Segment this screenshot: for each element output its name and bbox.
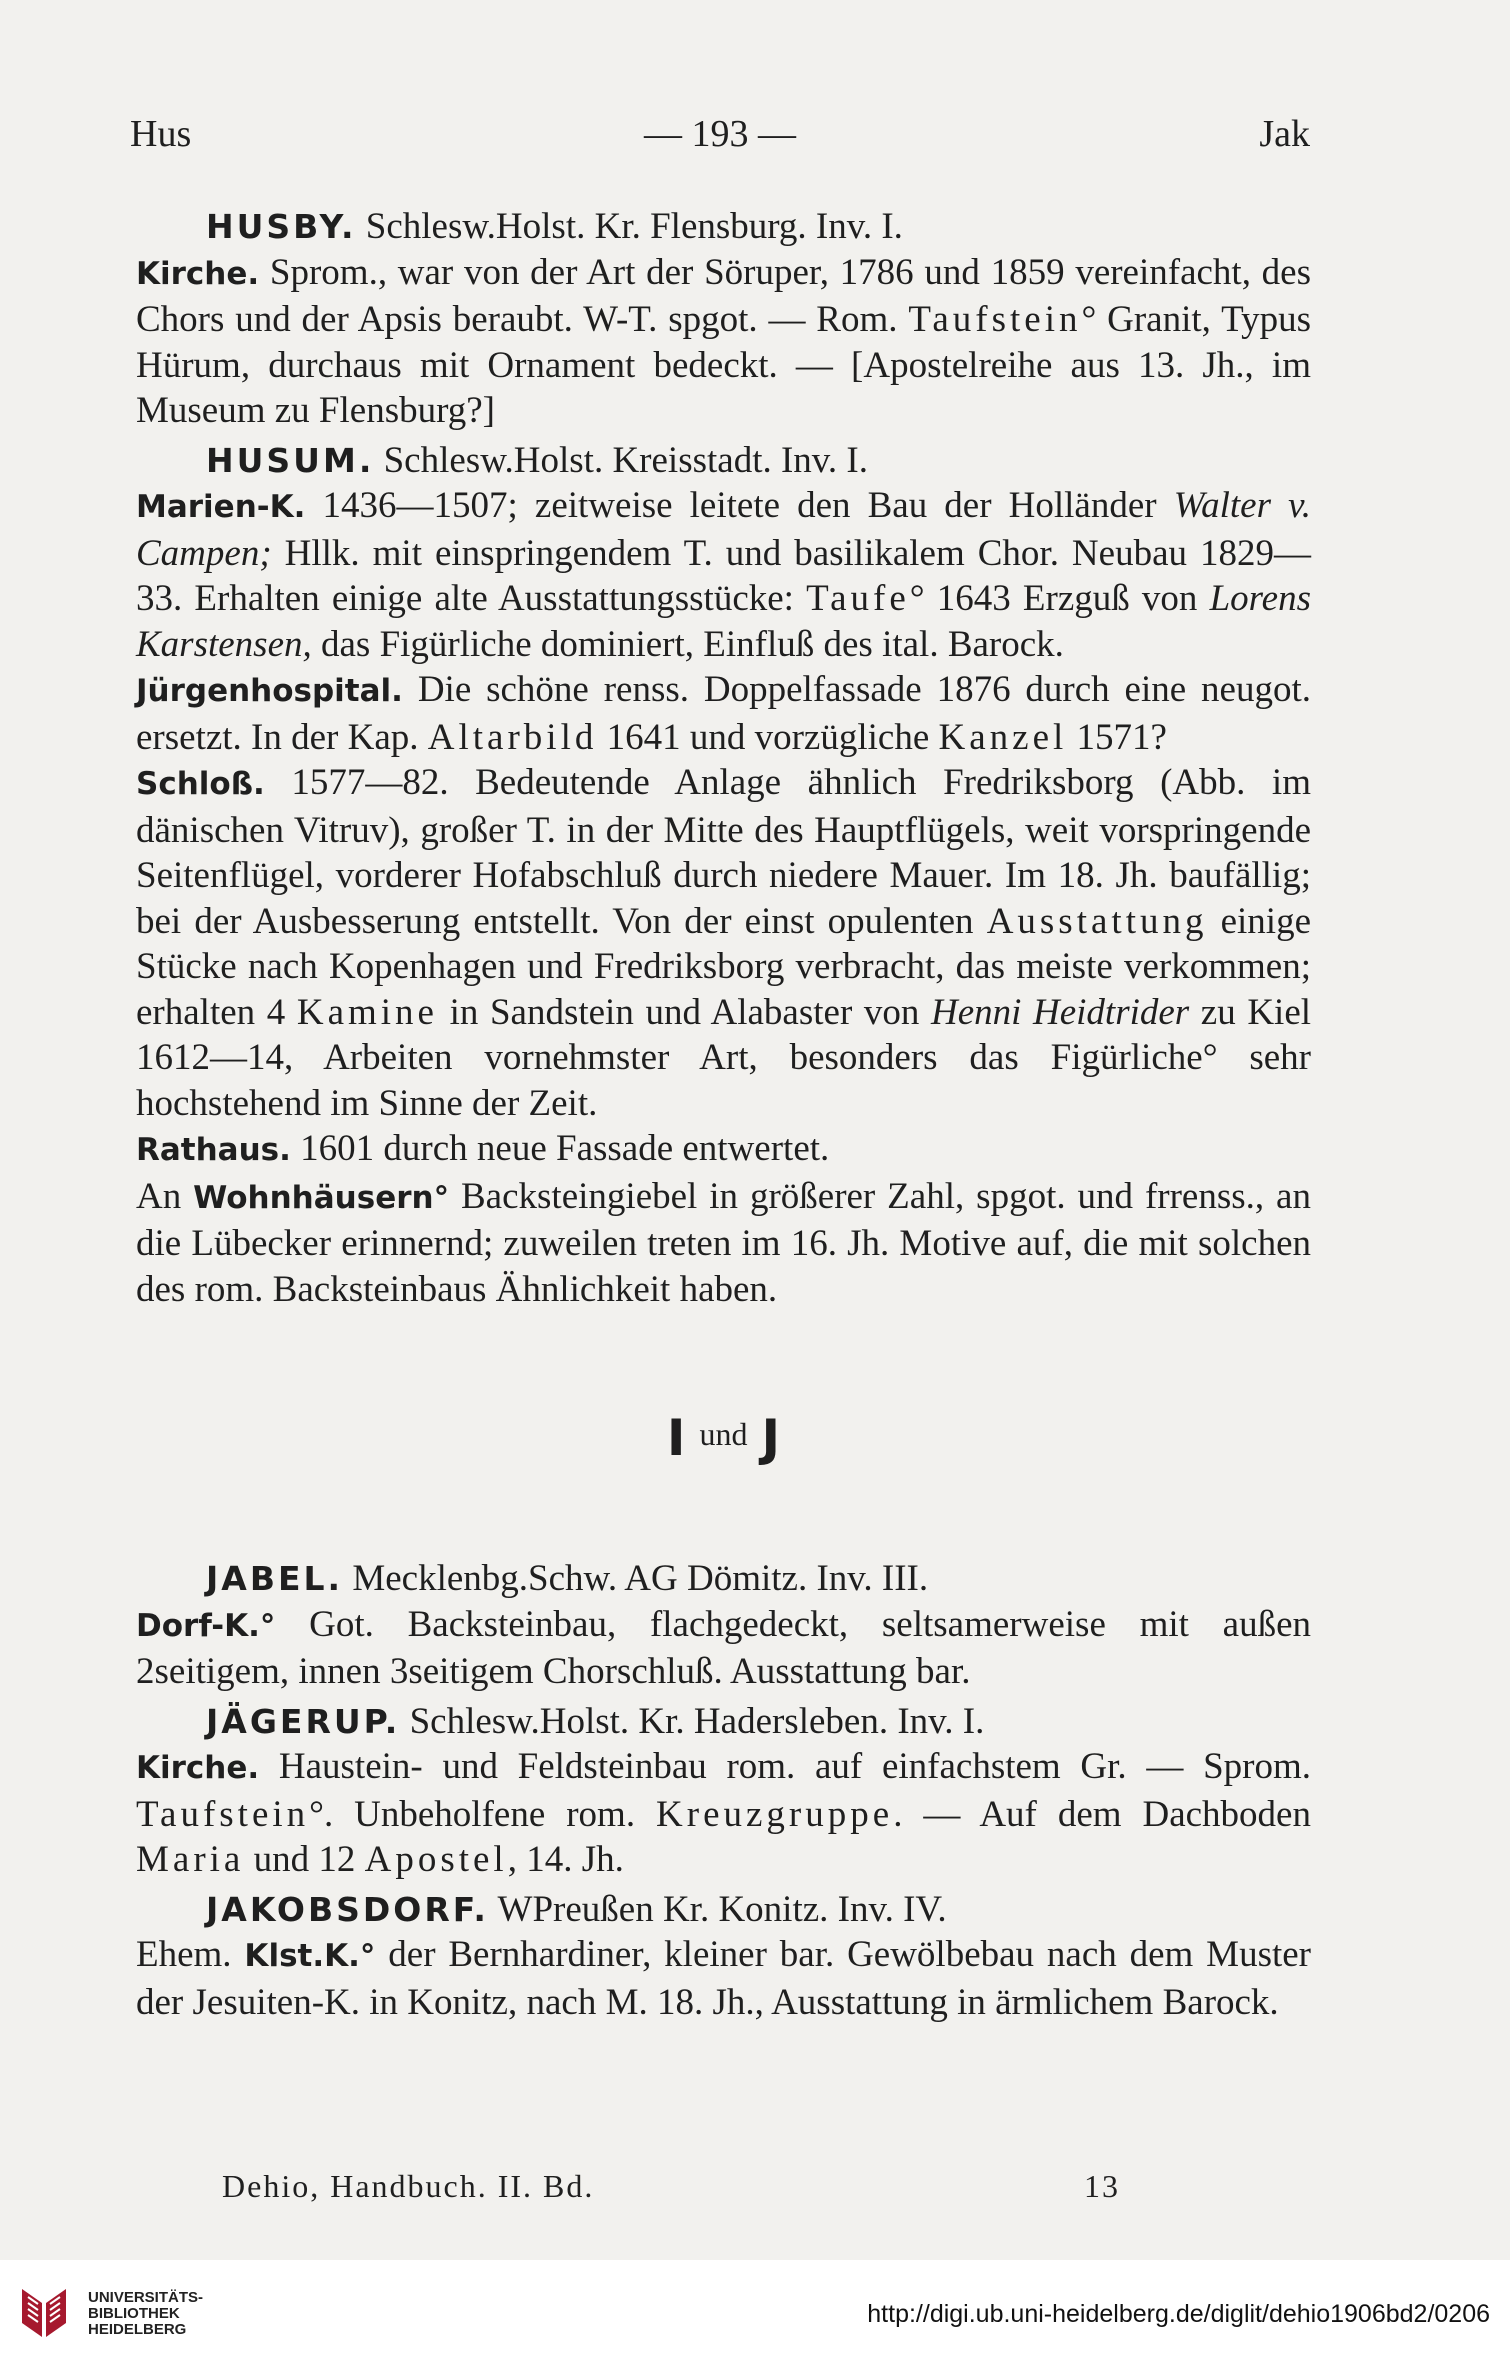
text-run: 1577—82. Bedeutende Anlage ähnlich Fredriksborg (Abb. im dänischen Vitruv), großer T. in der Mitte des Hauptflügels, weit vorspringende Seitenflügel, vorderer Hofabschluß durch niedere Mauer. Im 18. Jh. baufällig; bei der Ausbesserung entstellt. Von der einst opulenten	[136, 762, 1311, 942]
entry-paragraph	[136, 1126, 1311, 1174]
building-label: Marien-K.	[136, 489, 306, 525]
text-run: Got. Backsteinbau, flachgedeckt, seltsamerweise mit außen 2seitigem, innen 3seitigem Chorschluß. Ausstattung bar.	[136, 1603, 1311, 1692]
place-name: HUSBY.	[206, 207, 357, 246]
text-run: 1601 durch neue Fassade entwertet.	[290, 1128, 830, 1169]
running-head-right: Jak	[1259, 113, 1310, 155]
text-run: Backsteingiebel in größerer Zahl, spgot. und frrenss., an die Lübecker erinnernd; zuweilen treten im 16. Jh. Motive auf, die mit solchen des rom. Backsteinbaus Ähnlichkeit haben.	[136, 1175, 1311, 1310]
place-info: Schlesw.Holst. Kr. Hadersleben. Inv. I.	[400, 1700, 985, 1742]
place-info: WPreußen Kr. Konitz. Inv. IV.	[488, 1888, 947, 1930]
spaced-term: Kamine	[296, 991, 438, 1033]
spaced-term: Kanzel	[938, 716, 1068, 758]
library-name-line: UNIVERSITÄTS-	[88, 2289, 204, 2306]
text-run: Ehem.	[136, 1934, 245, 1975]
building-label: Schloß.	[136, 766, 265, 802]
place-info: Mecklenbg.Schw. AG Dömitz. Inv. III.	[343, 1558, 929, 1599]
running-head	[130, 112, 1310, 162]
entry-heading-jabel	[136, 1556, 1311, 1602]
spaced-term: Altarbild	[427, 716, 598, 758]
text-run: der Bernhardiner, kleiner bar. Gewölbebau nach dem Muster der Jesuiten-K. in Konitz, nach M. 18. Jh., Ausstattung in ärmlichem Barock.	[136, 1934, 1311, 2023]
text-run: ° Granit, Typus Hürum, durchaus mit Ornament bedeckt. — [Apostelreihe aus 13. Jh., im Museum zu Flensburg?]	[136, 299, 1311, 431]
spaced-term: Taufstein	[136, 1793, 310, 1835]
entry-heading-husby	[136, 204, 1311, 250]
place-name: JABEL.	[206, 1559, 344, 1598]
text-run: 1571?	[1067, 716, 1167, 758]
running-head-left: Hus	[130, 113, 192, 155]
text-run: Haustein- und Feldsteinbau rom. auf einfachstem Gr. — Sprom.	[259, 1746, 1311, 1787]
text-run: ° 1643 Erzguß von	[909, 578, 1210, 619]
entry-paragraph	[136, 1932, 1311, 2025]
section-letter-i: I	[666, 1409, 686, 1467]
text-run: einige Stücke nach Kopenhagen und Fredriksborg verbracht, das meiste verkommen; erhalten 4	[136, 900, 1311, 1033]
text-run: Hllk. mit einspringendem T. und basilikalem Chor. Neubau 1829—33. Erhalten einige alte Ausstattungsstücke:	[136, 532, 1311, 619]
building-label: Wohnhäusern°	[193, 1179, 450, 1216]
artist-name: Lorens Karstensen,	[136, 578, 1311, 665]
text-run: 1436—1507; zeitweise leitete den Bau der Holländer	[305, 485, 1174, 526]
section-und: und	[699, 1416, 748, 1452]
library-name-line: HEIDELBERG	[88, 2321, 187, 2338]
entry-heading-jaegerup	[136, 1699, 1311, 1745]
text-run: 1641 und vorzügliche	[597, 716, 939, 758]
page-number: — 193 —	[644, 113, 796, 155]
building-label: Jürgenhospital.	[136, 673, 403, 709]
building-label: Dorf-K.°	[136, 1607, 276, 1644]
entry-paragraph	[136, 760, 1311, 1126]
text-run: Sprom., war von der Art der Söruper, 1786 und 1859 vereinfacht, des Chors und der Apsis beraubt. W-T. spgot. — Rom.	[136, 251, 1311, 340]
spaced-term: Taufe	[806, 578, 910, 619]
spaced-term: Taufstein	[908, 299, 1082, 340]
building-label: Kirche.	[136, 255, 260, 292]
artist-name: Henni Heidtrider	[930, 991, 1190, 1033]
text-run: zu Kiel 1612—14, Arbeiten vornehmster Art, besonders das Figürliche° sehr hochstehend im Sinne der Zeit.	[136, 991, 1312, 1124]
text-run: in Sandstein und Alabaster von	[437, 991, 931, 1033]
text-run: °. Unbeholfene rom.	[309, 1793, 657, 1835]
place-name: JÄGERUP.	[206, 1701, 401, 1741]
text-run: , 14. Jh.	[507, 1839, 624, 1880]
permalink-url[interactable]: http://digi.ub.uni-heidelberg.de/diglit/dehio1906bd2/0206	[867, 2300, 1490, 2328]
spaced-term: Ausstattung	[986, 900, 1208, 942]
entry-paragraph	[136, 1174, 1311, 1313]
building-label: Rathaus.	[136, 1132, 291, 1168]
text-run: Die schöne renss. Doppelfassade 1876 durch eine neugot. ersetzt. In der Kap.	[136, 669, 1311, 758]
place-name: JAKOBSDORF.	[206, 1889, 489, 1929]
book-signature: Dehio, Handbuch. II. Bd.	[222, 2168, 595, 2204]
body-text	[136, 200, 1311, 2025]
section-title	[136, 1404, 1311, 1474]
section-letter-j: J	[761, 1409, 781, 1467]
entry-paragraph	[136, 1744, 1311, 1883]
entry-paragraph	[136, 667, 1311, 760]
entry-heading-jakobsdorf	[136, 1887, 1311, 1933]
spaced-term: Kreuzgruppe	[656, 1793, 894, 1835]
entry-heading-husum	[136, 438, 1311, 484]
spaced-term: Maria	[136, 1839, 245, 1880]
heidelberg-library-logo-icon[interactable]	[18, 2283, 70, 2341]
library-name[interactable]	[88, 2290, 203, 2338]
place-name: HUSUM.	[206, 440, 375, 480]
text-run: das Figürliche dominiert, Einfluß des ital. Barock.	[311, 623, 1064, 665]
entry-paragraph	[136, 250, 1311, 434]
text-run: An	[136, 1175, 194, 1217]
entry-paragraph	[136, 1602, 1311, 1695]
building-label: Klst.K.°	[244, 1938, 376, 1974]
artist-name: Walter v. Campen;	[136, 485, 1312, 574]
entry-paragraph	[136, 483, 1311, 667]
place-info: Schlesw.Holst. Kreisstadt. Inv. I.	[374, 439, 868, 481]
text-run: . — Auf dem Dachboden	[893, 1793, 1311, 1835]
spaced-term: Apostel	[364, 1839, 508, 1880]
library-name-line: BIBLIOTHEK	[88, 2305, 180, 2322]
text-run: und 12	[244, 1839, 365, 1880]
place-info: Schlesw.Holst. Kr. Flensburg. Inv. I.	[356, 206, 903, 247]
sheet-number: 13	[1084, 2168, 1120, 2204]
building-label: Kirche.	[136, 1750, 260, 1786]
